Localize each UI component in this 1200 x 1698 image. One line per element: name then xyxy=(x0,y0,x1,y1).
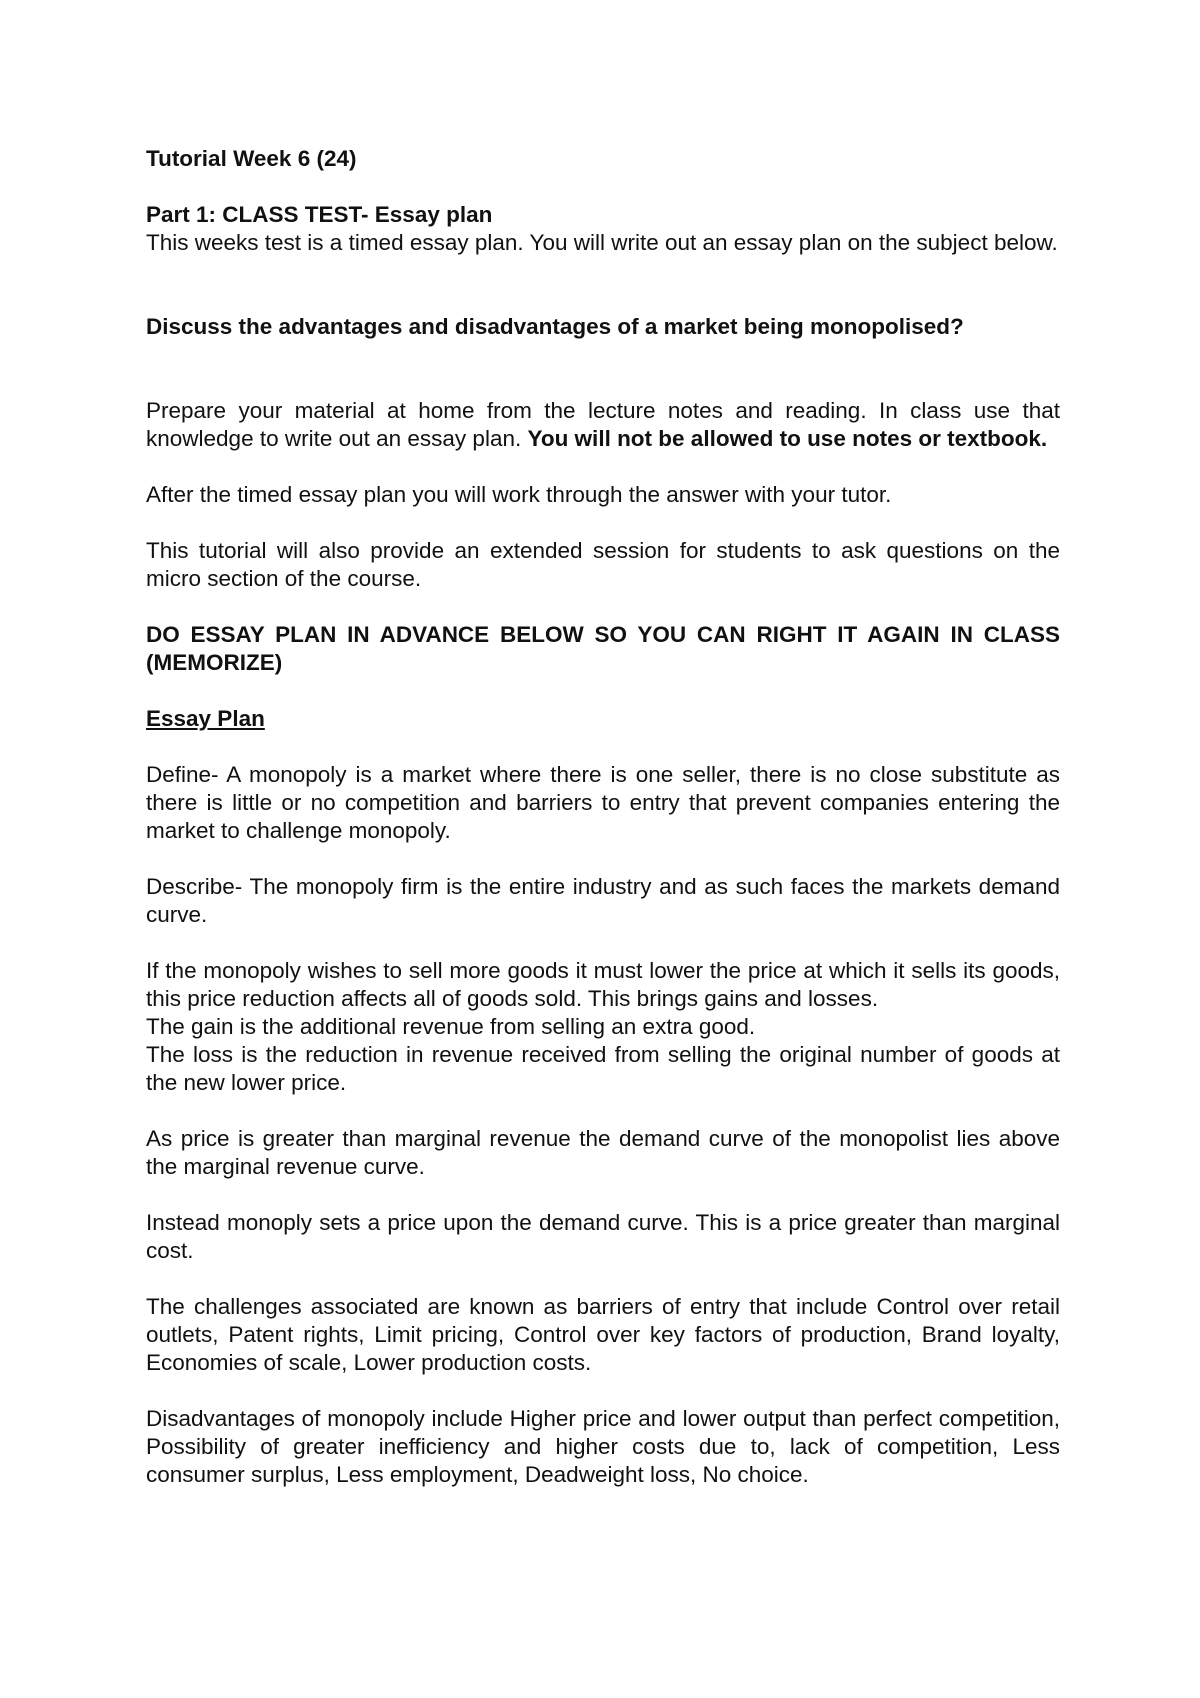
define-paragraph: Define- A monopoly is a market where there is one seller, there is no close substitute as there is little or no competition and barriers to entry that prevent companies entering the market to challenge monopoly. xyxy=(146,762,1060,843)
essay-question: Discuss the advantages and disadvantages of a market being monopolised? xyxy=(146,314,964,339)
prepare-bold-text: You will not be allowed to use notes or textbook. xyxy=(527,426,1048,451)
disadvantages-paragraph: Disadvantages of monopoly include Higher price and lower output than perfect competition, Possibility of greater inefficiency and higher costs due to, lack of competition, Less consumer surplus, Less employment, Deadweight loss, No choice. xyxy=(146,1406,1060,1487)
describe-paragraph: Describe- The monopoly firm is the entire industry and as such faces the markets demand curve. xyxy=(146,874,1060,927)
instruction-paragraph: DO ESSAY PLAN IN ADVANCE BELOW SO YOU CAN RIGHT IT AGAIN IN CLASS (MEMORIZE) xyxy=(146,622,1060,675)
part1-intro: This weeks test is a timed essay plan. You will write out an essay plan on the subject below. xyxy=(146,230,1058,255)
gain-paragraph: The gain is the additional revenue from selling an extra good. xyxy=(146,1014,756,1039)
sell-more-paragraph: If the monopoly wishes to sell more goods it must lower the price at which it sells its goods, this price reduction affects all of goods sold. This brings gains and losses. xyxy=(146,958,1060,1011)
essay-plan-heading: Essay Plan xyxy=(146,706,265,731)
document-page xyxy=(146,145,1060,1489)
loss-paragraph: The loss is the reduction in revenue received from selling the original number of goods at the new lower price. xyxy=(146,1042,1060,1095)
instead-paragraph: Instead monoply sets a price upon the demand curve. This is a price greater than marginal cost. xyxy=(146,1210,1060,1263)
challenges-paragraph: The challenges associated are known as barriers of entry that include Control over retail outlets, Patent rights, Limit pricing, Control over key factors of production, Brand loyalty, Economies of scale, Lower production costs. xyxy=(146,1294,1060,1375)
after-paragraph: After the timed essay plan you will work through the answer with your tutor. xyxy=(146,482,892,507)
tutorial-paragraph: This tutorial will also provide an extended session for students to ask questions on the micro section of the course. xyxy=(146,538,1060,591)
document-title: Tutorial Week 6 (24) xyxy=(146,146,357,171)
prepare-text: Prepare your material at home from the lecture notes and reading. In class use that knowledge to write out an essay plan. xyxy=(146,398,1060,451)
price-mr-paragraph: As price is greater than marginal revenue the demand curve of the monopolist lies above the marginal revenue curve. xyxy=(146,1126,1060,1179)
prepare-paragraph xyxy=(146,397,1060,453)
essay-plan-heading-wrap xyxy=(146,705,1060,733)
part1-heading: Part 1: CLASS TEST- Essay plan xyxy=(146,202,493,227)
